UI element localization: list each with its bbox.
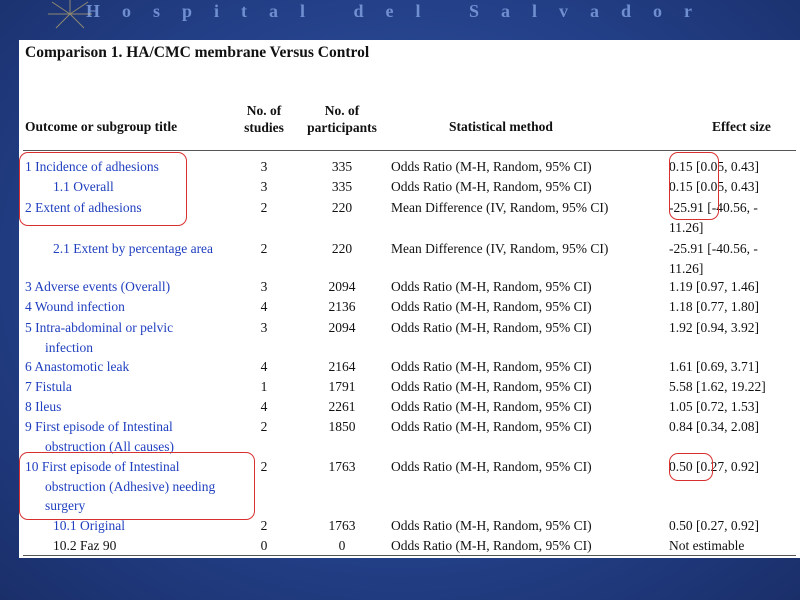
column-header-studies [234, 102, 294, 136]
outcome-line: 9 First episode of Intestinal [25, 419, 173, 434]
header-title: Hospital del Salvador [85, 1, 715, 21]
method-cell: Odds Ratio (M-H, Random, 95% CI) [391, 359, 592, 374]
effect-line: -25.91 [-40.56, - [669, 200, 758, 215]
participants-cell: 2094 [328, 320, 356, 335]
method-cell: Odds Ratio (M-H, Random, 95% CI) [391, 538, 592, 553]
effect-cell: 0.50 [0.27, 0.92] [669, 518, 759, 533]
method-cell: Odds Ratio (M-H, Random, 95% CI) [391, 518, 592, 533]
effect-cell: 5.58 [1.62, 19.22] [669, 379, 766, 394]
star-decoration-icon [40, 0, 100, 34]
outcome-line: obstruction (All causes) [45, 438, 174, 454]
method-cell: Mean Difference (IV, Random, 95% CI) [391, 200, 609, 215]
effect-cell: 0.15 [0.05, 0.43] [669, 159, 759, 174]
column-header-studies-line2: studies [244, 120, 284, 135]
outcome-line: 5 Intra-abdominal or pelvic [25, 320, 174, 335]
participants-cell: 0 [338, 538, 346, 553]
participants-cell: 335 [331, 179, 353, 194]
studies-cell: 0 [260, 538, 268, 553]
participants-cell: 2136 [328, 299, 356, 314]
method-cell: Mean Difference (IV, Random, 95% CI) [391, 241, 609, 256]
effect-cell: 1.18 [0.77, 1.80] [669, 299, 759, 314]
studies-cell: 4 [260, 299, 268, 314]
header-rule [23, 150, 796, 151]
outcome-link[interactable]: 10.1 Original [53, 518, 125, 533]
method-cell: Odds Ratio (M-H, Random, 95% CI) [391, 279, 592, 294]
column-header-participants-line1: No. of [324, 103, 360, 118]
outcome-link[interactable] [25, 417, 235, 456]
highlight-box-outcomes-1-2 [19, 152, 187, 226]
column-header-effect: Effect size [712, 119, 771, 134]
outcome-line: infection [45, 339, 93, 355]
effect-line: 11.26] [669, 260, 704, 276]
effect-cell: 0.50 [0.27, 0.92] [669, 459, 759, 474]
effect-line: -25.91 [-40.56, - [669, 241, 758, 256]
column-header-studies-line1: No. of [246, 103, 282, 118]
studies-cell: 2 [260, 518, 268, 533]
effect-cell: 1.61 [0.69, 3.71] [669, 359, 759, 374]
method-cell: Odds Ratio (M-H, Random, 95% CI) [391, 379, 592, 394]
studies-cell: 3 [260, 179, 268, 194]
participants-cell: 220 [331, 200, 353, 215]
effect-cell: Not estimable [669, 538, 745, 553]
studies-cell: 1 [260, 379, 268, 394]
outcome-line: 10 First episode of Intestinal [25, 459, 180, 474]
method-cell: Odds Ratio (M-H, Random, 95% CI) [391, 320, 592, 335]
participants-cell: 1763 [328, 459, 356, 474]
comparison-table-panel [19, 40, 800, 558]
studies-cell: 2 [260, 419, 268, 434]
column-header-participants-line2: participants [307, 120, 377, 135]
highlight-box-effect-0-15 [669, 152, 719, 220]
effect-cell: 1.92 [0.94, 3.92] [669, 320, 759, 335]
studies-cell: 2 [260, 200, 268, 215]
outcome-link[interactable]: 4 Wound infection [25, 299, 125, 314]
outcome-line: obstruction (Adhesive) needing [45, 478, 216, 494]
footer-rule [23, 555, 796, 556]
participants-cell: 1791 [328, 379, 356, 394]
column-header-outcome: Outcome or subgroup title [25, 119, 178, 134]
participants-cell: 2261 [328, 399, 356, 414]
outcome-link[interactable]: 1 Incidence of adhesions [25, 159, 159, 174]
outcome-label: 10.2 Faz 90 [53, 538, 117, 553]
column-header-participants [297, 102, 387, 136]
effect-cell: 1.19 [0.97, 1.46] [669, 279, 759, 294]
participants-cell: 220 [331, 241, 353, 256]
participants-cell: 2094 [328, 279, 356, 294]
participants-cell: 335 [331, 159, 353, 174]
outcome-link[interactable]: 8 Ileus [25, 399, 62, 414]
effect-cell: 1.05 [0.72, 1.53] [669, 399, 759, 414]
outcome-link[interactable] [25, 318, 235, 357]
participants-cell: 1763 [328, 518, 356, 533]
column-header-method: Statistical method [449, 119, 553, 134]
outcome-link[interactable]: 7 Fistula [25, 379, 72, 394]
outcome-link[interactable]: 1.1 Overall [53, 179, 114, 194]
effect-cell: 0.84 [0.34, 2.08] [669, 419, 759, 434]
studies-cell: 4 [260, 359, 268, 374]
outcome-link[interactable]: 6 Anastomotic leak [25, 359, 130, 374]
method-cell: Odds Ratio (M-H, Random, 95% CI) [391, 159, 592, 174]
studies-cell: 3 [260, 159, 268, 174]
method-cell: Odds Ratio (M-H, Random, 95% CI) [391, 299, 592, 314]
outcome-line: surgery [45, 498, 86, 513]
panel-title: Comparison 1. HA/CMC membrane Versus Control [25, 44, 370, 61]
studies-cell: 3 [260, 320, 268, 335]
outcome-link[interactable]: 3 Adverse events (Overall) [25, 279, 171, 294]
participants-cell: 1850 [328, 419, 356, 434]
effect-line: 11.26] [669, 219, 704, 235]
method-cell: Odds Ratio (M-H, Random, 95% CI) [391, 419, 592, 434]
method-cell: Odds Ratio (M-H, Random, 95% CI) [391, 179, 592, 194]
highlight-box-effect-0-50 [669, 453, 713, 481]
studies-cell: 4 [260, 399, 268, 414]
method-cell: Odds Ratio (M-H, Random, 95% CI) [391, 399, 592, 414]
effect-cell: 0.15 [0.05, 0.43] [669, 179, 759, 194]
studies-cell: 3 [260, 279, 268, 294]
outcome-link[interactable]: 2 Extent of adhesions [25, 200, 142, 215]
effect-cell [669, 239, 797, 278]
studies-cell: 2 [260, 241, 268, 256]
highlight-box-outcome-10 [19, 452, 255, 520]
outcome-link[interactable]: 2.1 Extent by percentage area [53, 241, 214, 256]
participants-cell: 2164 [328, 359, 356, 374]
studies-cell: 2 [260, 459, 268, 474]
method-cell: Odds Ratio (M-H, Random, 95% CI) [391, 459, 592, 474]
